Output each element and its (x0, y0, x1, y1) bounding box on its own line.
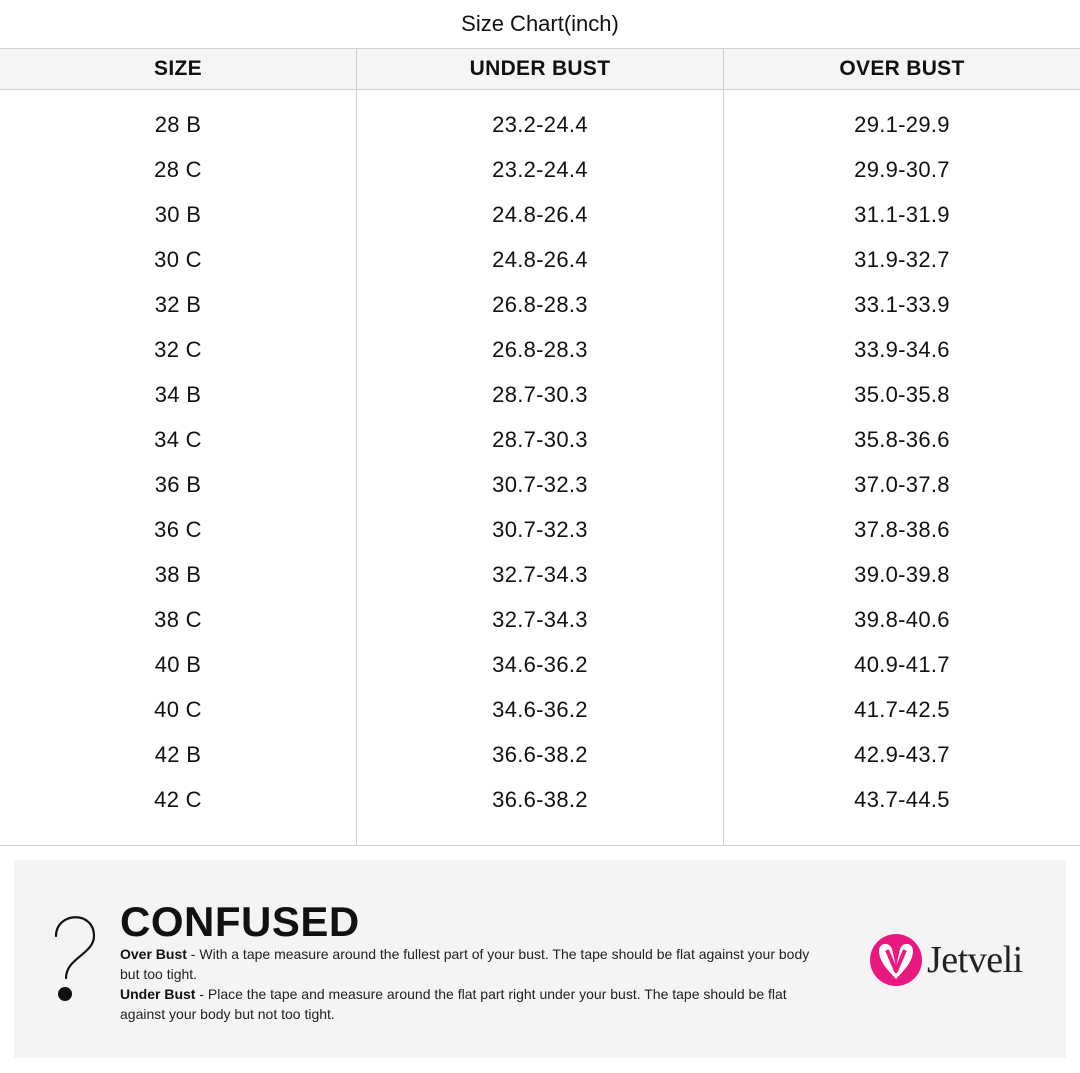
over-bust-cell: 33.9-34.6 (854, 336, 950, 362)
size-cell: 28 C (154, 156, 202, 182)
header-under-bust: UNDER BUST (356, 49, 723, 89)
size-cell: 32 C (154, 336, 202, 362)
size-cell: 38 B (154, 561, 202, 587)
under-bust-instruction (120, 984, 820, 1024)
size-cell: 36 B (154, 471, 202, 497)
over-bust-text: - With a tape measure around the fullest part of your bust. The tape should be flat against your body but too tight. (120, 946, 810, 982)
question-mark-icon (52, 906, 102, 1006)
size-cell: 38 C (154, 606, 202, 632)
under-bust-cell: 23.2-24.4 (492, 156, 588, 182)
size-cell: 36 C (154, 516, 202, 542)
over-bust-cell: 43.7-44.5 (854, 786, 950, 812)
over-bust-cell: 29.9-30.7 (854, 156, 950, 182)
under-bust-cell: 26.8-28.3 (492, 336, 588, 362)
table-body (0, 90, 1080, 845)
header-over-bust: OVER BUST (723, 49, 1080, 89)
under-bust-cell: 24.8-26.4 (492, 246, 588, 272)
over-bust-cell: 29.1-29.9 (854, 111, 950, 137)
size-cell: 40 C (154, 696, 202, 722)
over-bust-cell: 37.8-38.6 (854, 516, 950, 542)
under-bust-cell: 26.8-28.3 (492, 291, 588, 317)
over-bust-cell: 42.9-43.7 (854, 741, 950, 767)
under-bust-cell: 32.7-34.3 (492, 561, 588, 587)
over-bust-cell: 31.1-31.9 (854, 201, 950, 227)
under-bust-cell: 30.7-32.3 (492, 516, 588, 542)
header-size: SIZE (154, 57, 202, 80)
heart-v-logo-icon (869, 933, 923, 987)
size-cell: 32 B (154, 291, 202, 317)
size-cell: 30 C (154, 246, 202, 272)
under-bust-cell: 36.6-38.2 (492, 786, 588, 812)
over-bust-cell: 41.7-42.5 (854, 696, 950, 722)
under-bust-cell: 30.7-32.3 (492, 471, 588, 497)
over-bust-cell: 37.0-37.8 (854, 471, 950, 497)
size-chart-table (0, 48, 1080, 846)
over-bust-cell: 35.8-36.6 (854, 426, 950, 452)
size-cell: 28 B (154, 111, 202, 137)
size-cell: 30 B (154, 201, 202, 227)
over-bust-label: Over Bust (120, 946, 187, 962)
size-cell: 34 C (154, 426, 202, 452)
under-bust-cell: 34.6-36.2 (492, 696, 588, 722)
size-cell: 42 C (154, 786, 202, 812)
under-bust-cell: 28.7-30.3 (492, 381, 588, 407)
over-bust-cell: 40.9-41.7 (854, 651, 950, 677)
brand-logo (869, 930, 1039, 990)
fitting-help-box (14, 860, 1066, 1058)
over-bust-cell: 39.0-39.8 (854, 561, 950, 587)
under-bust-cell: 23.2-24.4 (492, 111, 588, 137)
size-cell: 42 B (154, 741, 202, 767)
measurement-instructions (120, 944, 820, 1024)
under-bust-label: Under Bust (120, 986, 196, 1002)
page-title: Size Chart(inch) (461, 11, 619, 36)
over-bust-cell: 33.1-33.9 (854, 291, 950, 317)
under-bust-cell: 28.7-30.3 (492, 426, 588, 452)
over-bust-cell: 31.9-32.7 (854, 246, 950, 272)
under-bust-column (356, 90, 723, 845)
size-cell: 34 B (154, 381, 202, 407)
over-bust-instruction (120, 944, 820, 984)
under-bust-cell: 32.7-34.3 (492, 606, 588, 632)
under-bust-text: - Place the tape and measure around the flat part right under your bust. The tape should be flat against your body but not too tight. (120, 986, 787, 1022)
table-header (0, 49, 1080, 90)
confused-heading: CONFUSED (120, 898, 360, 945)
brand-name: Jetveli (927, 939, 1023, 981)
under-bust-cell: 36.6-38.2 (492, 741, 588, 767)
under-bust-cell: 24.8-26.4 (492, 201, 588, 227)
over-bust-cell: 39.8-40.6 (854, 606, 950, 632)
size-cell: 40 B (154, 651, 202, 677)
over-bust-cell: 35.0-35.8 (854, 381, 950, 407)
over-bust-column (723, 90, 1080, 845)
size-column (0, 90, 356, 845)
under-bust-cell: 34.6-36.2 (492, 651, 588, 677)
